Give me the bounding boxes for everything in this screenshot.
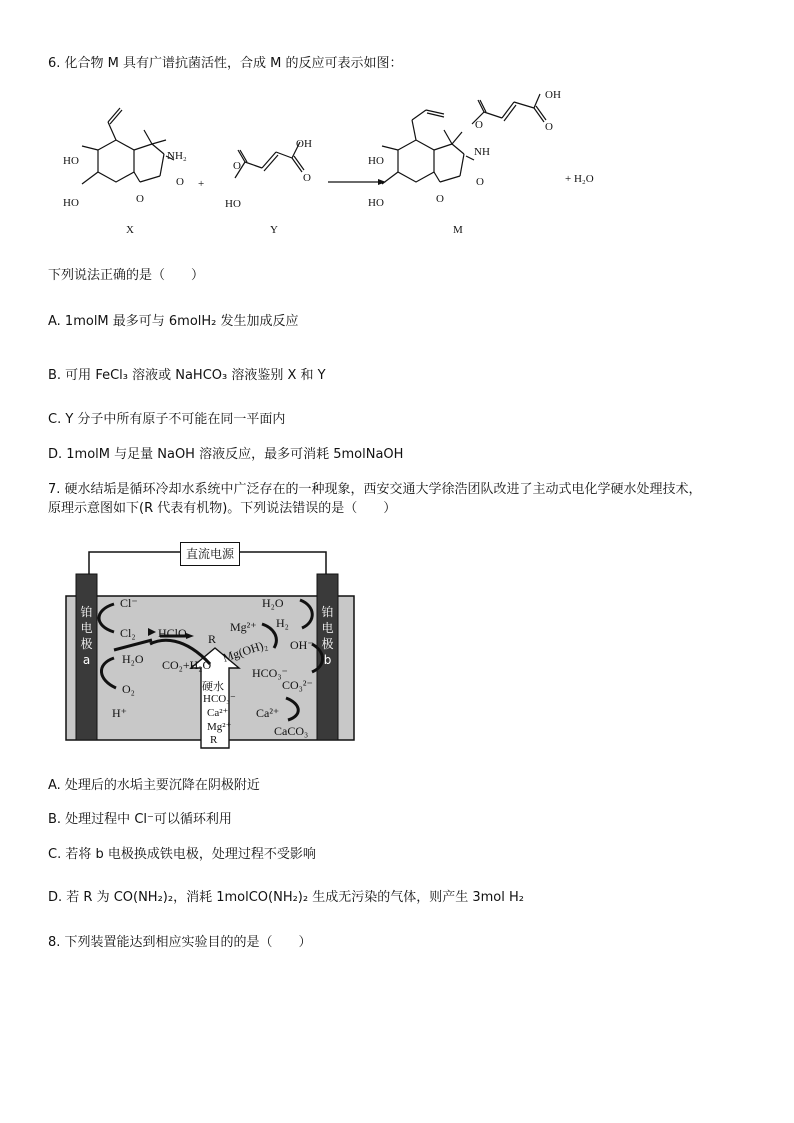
q6-option-b[interactable]: B. 可用 FeCl₃ 溶液或 NaHCO₃ 溶液鉴别 X 和 Y (48, 368, 326, 383)
atom-ho-m2: HO (368, 197, 384, 209)
atom-ho-m1: HO (368, 155, 384, 167)
power-supply-box: 直流电源 (180, 542, 240, 566)
electrode-b-label: 铂 电 极 b (321, 605, 334, 667)
atom-o-m3: O (476, 176, 484, 188)
species-mgoh2: Mg(OH)₂ (220, 637, 270, 665)
q6-stem: 6. 化合物 M 具有广谱抗菌活性，合成 M 的反应可表示如图： (48, 56, 403, 71)
q6-option-c[interactable]: C. Y 分子中所有原子不可能在同一平面内 (48, 412, 286, 427)
atom-oh-y: OH (296, 138, 312, 150)
species-h2: H₂ (276, 616, 289, 630)
species-oh: OH⁻ (290, 638, 314, 652)
q7-stem-line2: 原理示意图如下(R 代表有机物)。下列说法错误的是（ ） (48, 501, 397, 516)
plus-sign: + (198, 178, 205, 190)
atom-ho-y: HO (225, 198, 241, 210)
species-cl-minus: Cl⁻ (120, 596, 138, 610)
species-co3: CO₃²⁻ (282, 678, 313, 692)
q8-stem: 8. 下列装置能达到相应实验目的的是（ ） (48, 935, 312, 950)
species-h2o-left: H₂O (122, 652, 144, 666)
q7-option-c[interactable]: C. 若将 b 电极换成铁电极，处理过程不受影响 (48, 847, 316, 862)
benzene-ring-m (398, 140, 434, 182)
atom-o-ring-x: O (136, 193, 144, 205)
species-h2o-right: H₂O (262, 596, 284, 610)
inlet-hco3: HCO₃⁻ (203, 693, 236, 705)
species-r: R (208, 632, 217, 646)
atom-oh-m: OH (545, 89, 561, 101)
q7-option-d[interactable]: D. 若 R 为 CO(NH₂)₂，消耗 1molCO(NH₂)₂ 生成无污染的气体，则产生 3mol H₂ (48, 890, 524, 905)
atom-nh-m: NH (474, 146, 490, 158)
species-hclo: HClO (158, 626, 187, 640)
atom-o-y2: O (303, 172, 311, 184)
q6-option-a[interactable]: A. 1molM 最多可与 6molH₂ 发生加成反应 (48, 314, 299, 329)
species-mg2: Mg²⁺ (230, 620, 257, 634)
species-hco3: HCO₃⁻ (252, 666, 288, 680)
species-co2-h2o: CO₂+H₂O (162, 658, 212, 672)
atom-nh2-x: NH₂ (167, 150, 187, 162)
atom-o-x: O (176, 176, 184, 188)
label-x: X (126, 224, 134, 236)
q7-stem-line1: 7. 硬水结垢是循环冷却水系统中广泛存在的一种现象，西安交通大学徐浩团队改进了主动式电化学硬水处理技术， (48, 482, 702, 497)
label-y: Y (270, 224, 278, 236)
species-o2: O₂ (122, 682, 135, 696)
label-m: M (453, 224, 463, 236)
atom-ho-x2: HO (63, 197, 79, 209)
hard-water-label: 硬水 (202, 680, 224, 693)
atom-o-m2: O (545, 121, 553, 133)
atom-o-ring-m: O (436, 193, 444, 205)
water-product: + H₂O (565, 173, 594, 185)
q6-option-d[interactable]: D. 1molM 与足量 NaOH 溶液反应，最多可消耗 5molNaOH (48, 447, 404, 462)
species-h-plus: H⁺ (112, 706, 127, 720)
species-cl2: Cl₂ (120, 626, 136, 640)
atom-ho-x1: HO (63, 155, 79, 167)
atom-o-y1: O (233, 160, 241, 172)
benzene-ring-x (98, 140, 134, 182)
species-ca2: Ca²⁺ (256, 706, 280, 720)
inlet-ca: Ca²⁺ (207, 707, 229, 719)
inlet-r: R (210, 734, 218, 746)
q7-option-b[interactable]: B. 处理过程中 Cl⁻可以循环利用 (48, 812, 232, 827)
inlet-mg: Mg²⁺ (207, 721, 232, 733)
q7-option-a[interactable]: A. 处理后的水垢主要沉降在阴极附近 (48, 778, 260, 793)
q6-question: 下列说法正确的是（ ） (48, 268, 205, 283)
species-caco3: CaCO₃ (274, 724, 309, 738)
atom-o-m1: O (475, 119, 483, 131)
electrode-a-label: 铂 电 极 a (80, 605, 93, 667)
electrolysis-diagram (64, 540, 359, 750)
